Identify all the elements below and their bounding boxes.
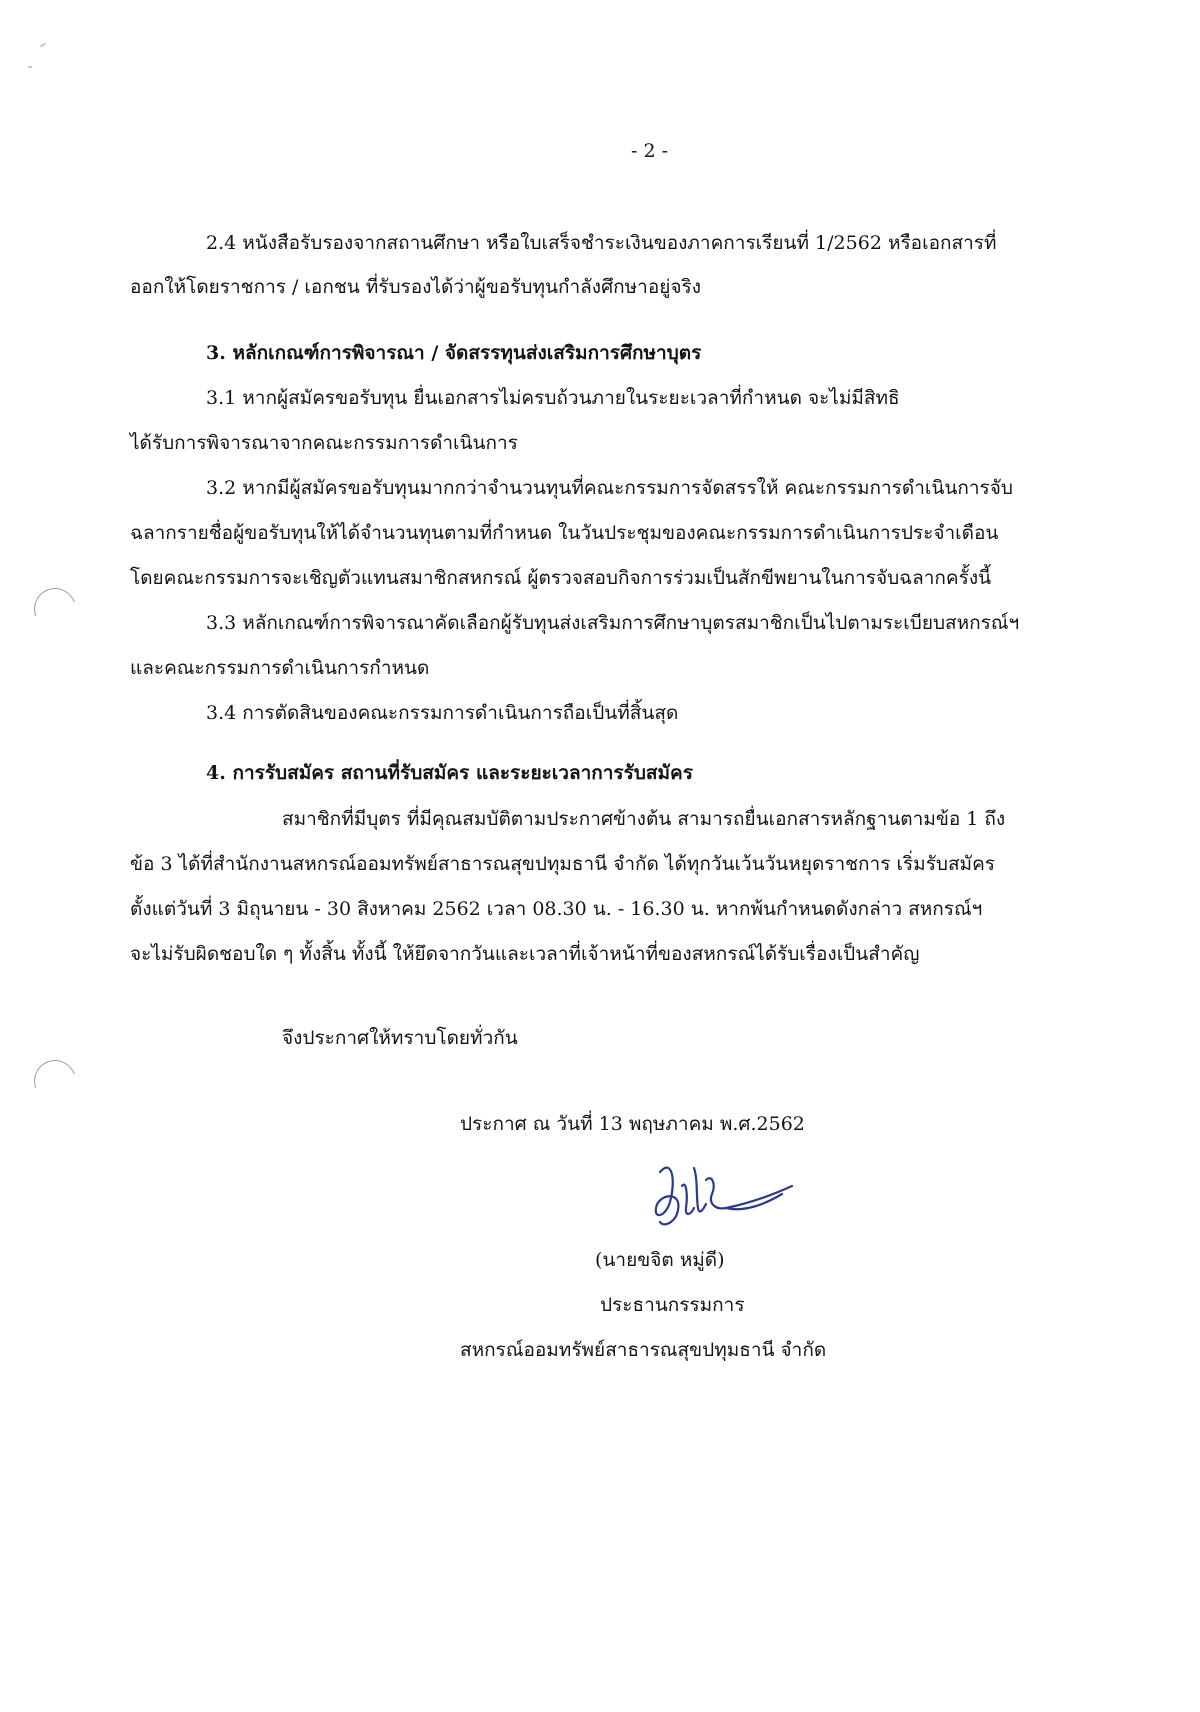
item-3-3-line-2: และคณะกรรมการดำเนินการกำหนด — [130, 657, 430, 679]
item-2-4-line-2: ออกให้โดยราชการ / เอกชน ที่รับรองได้ว่าผู้ขอรับทุนกำลังศึกษาอยู่จริง — [130, 276, 702, 298]
closing-statement: จึงประกาศให้ทราบโดยทั่วกัน — [282, 1027, 518, 1049]
item-3-2-line-1: 3.2 หากมีผู้สมัครขอรับทุนมากกว่าจำนวนทุนที่คณะกรรมการจัดสรรให้ คณะกรรมการดำเนินการจับ — [206, 477, 1013, 499]
section-4-line-1: สมาชิกที่มีบุตร ที่มีคุณสมบัติตามประกาศข้างต้น สามารถยื่นเอกสารหลักฐานตามข้อ 1 ถึง — [282, 808, 1006, 830]
item-2-4-line-1: 2.4 หนังสือรับรองจากสถานศึกษา หรือใบเสร็จชำระเงินของภาคการเรียนที่ 1/2562 หรือเอกสารที่ — [206, 232, 997, 254]
item-3-1-line-1: 3.1 หากผู้สมัครขอรับทุน ยื่นเอกสารไม่ครบถ้วนภายในระยะเวลาที่กำหนด จะไม่มีสิทธิ — [206, 387, 900, 409]
handwritten-signature — [642, 1150, 812, 1240]
section-4-line-3: ตั้งแต่วันที่ 3 มิถุนายน - 30 สิงหาคม 2562 เวลา 08.30 น. - 16.30 น. หากพ้นกำหนดดังกล่าว สหกรณ์ฯ — [130, 898, 983, 920]
signatory-name: (นายขจิต หมู่ดี) — [595, 1249, 725, 1271]
signatory-position: ประธานกรรมการ — [600, 1294, 745, 1316]
item-3-1-line-2: ได้รับการพิจารณาจากคณะกรรมการดำเนินการ — [130, 432, 518, 454]
signatory-organization: สหกรณ์ออมทรัพย์สาธารณสุขปทุมธานี จำกัด — [460, 1339, 827, 1361]
scan-speck — [40, 43, 46, 48]
section-4-line-4: จะไม่รับผิดชอบใด ๆ ทั้งสิ้น ทั้งนี้ ให้ยึดจากวันและเวลาที่เจ้าหน้าที่ของสหกรณ์ได้รับเรื่องเป็นสำคัญ — [130, 943, 920, 965]
section-3-heading: 3. หลักเกณฑ์การพิจารณา / จัดสรรทุนส่งเสริมการศึกษาบุตร — [206, 342, 702, 364]
page-number: - 2 - — [631, 140, 669, 162]
announcement-date: ประกาศ ณ วันที่ 13 พฤษภาคม พ.ศ.2562 — [460, 1113, 805, 1135]
item-3-2-line-3: โดยคณะกรรมการจะเชิญตัวแทนสมาชิกสหกรณ์ ผู้ตรวจสอบกิจการร่วมเป็นสักขีพยานในการจับฉลากครั้งนี้ — [130, 567, 992, 589]
item-3-3-line-1: 3.3 หลักเกณฑ์การพิจารณาคัดเลือกผู้รับทุนส่งเสริมการศึกษาบุตรสมาชิกเป็นไปตามระเบียบสหกรณ์ฯ — [206, 612, 1020, 634]
section-4-line-2: ข้อ 3 ได้ที่สำนักงานสหกรณ์ออมทรัพย์สาธารณสุขปทุมธานี จำกัด ได้ทุกวันเว้นวันหยุดราชการ เริ่มรับสมัคร — [130, 853, 996, 875]
item-3-2-line-2: ฉลากรายชื่อผู้ขอรับทุนให้ได้จำนวนทุนตามที่กำหนด ในวันประชุมของคณะกรรมการดำเนินการประจำเดือน — [130, 522, 999, 544]
item-3-4: 3.4 การตัดสินของคณะกรรมการดำเนินการถือเป็นที่สิ้นสุด — [206, 702, 679, 724]
punch-hole-mark — [27, 581, 83, 637]
section-4-heading: 4. การรับสมัคร สถานที่รับสมัคร และระยะเวลาการรับสมัคร — [206, 762, 693, 784]
scan-speck — [28, 66, 32, 68]
punch-hole-mark — [27, 1053, 83, 1109]
